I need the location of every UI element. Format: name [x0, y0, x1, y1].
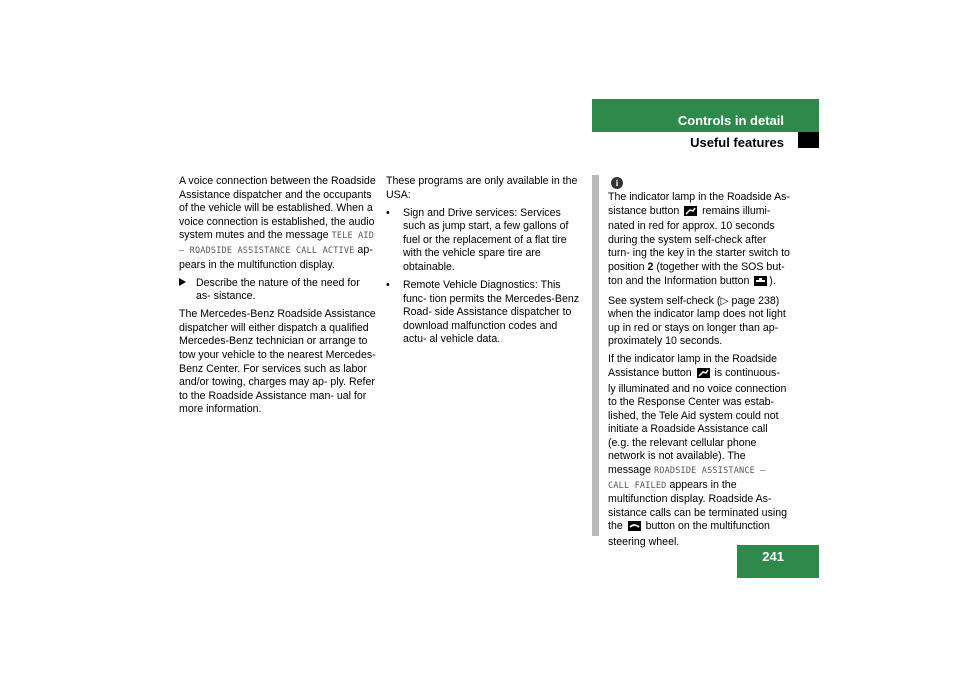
page-number: 241	[762, 549, 784, 564]
instruction-step: Describe the nature of the need for as- sistance.	[179, 277, 377, 304]
list-item: • Sign and Drive services: Services such as jump start, a few gallons of fuel or the replacement of a flat tire with the vehicle spare tire are obtainable.	[386, 206, 569, 273]
page-reference-arrow-icon: ▷	[720, 294, 729, 307]
info-icon: i	[611, 177, 623, 189]
arrow-marker-icon	[179, 277, 187, 292]
note-paragraph-self-check: The indicator lamp in the Roadside As- sistance button remains illumi- nated in red for approx. 10 seconds during the system self-check after turn- ing the key in the starter switch to position 2 (together with the SOS but- ton and the Information button ).	[608, 191, 790, 290]
note-sidebar-bar	[592, 175, 599, 536]
paragraph-voice-connection: A voice connection between the Roadside Assistance dispatcher and the occupants of the vehicle will be established. When a voice connection is established, the audio system mutes and the message TELE AID – ROADSIDE ASSISTANCE CALL ACTIVE ap- pears in the multifunction display.	[179, 175, 376, 271]
paragraph-dispatcher: The Mercedes-Benz Roadside Assistance dispatcher will either dispatch a qualified Mercedes-Benz technician or arrange to tow your vehicle to the nearest Mercedes-Benz Center. For services such as labor and/or towing, charges may ap- ply. Refer to the Roadside Assistance man- ual for more information.	[179, 308, 376, 416]
display-message: ROADSIDE ASSISTANCE – CALL FAILED	[608, 466, 766, 491]
roadside-assistance-button-icon	[697, 368, 710, 383]
note-column	[608, 191, 790, 554]
section-title: Controls in detail	[677, 113, 784, 128]
header-marker	[798, 132, 819, 148]
note-paragraph-see-also: See system self-check (▷ page 238) when the indicator lamp does not light up in red or stays on longer than ap- proximately 10 seconds.	[608, 294, 786, 348]
left-column	[179, 175, 377, 421]
roadside-assistance-button-icon	[684, 206, 697, 221]
note-paragraph-call-failed: If the indicator lamp in the Roadside Assistance button is continuous- ly illuminated and no voice connection to the Response Center was estab- lished, the Tele Aid system could not initiate a Roadside Assistance call (e.g. the relevant cellular phone network is not available). The message ROADSIDE ASSISTANCE – CALL FAILED appears in the multifunction display. Roadside As- sistance calls can be terminated using the button on the multifunction steering wheel.	[608, 353, 788, 549]
middle-column	[386, 175, 582, 351]
end-call-button-icon	[628, 521, 641, 536]
paragraph-programs-intro: These programs are only available in the USA:	[386, 175, 578, 201]
display-message: TELE AID – ROADSIDE ASSISTANCE CALL ACTIVE	[179, 231, 375, 256]
list-item: • Remote Vehicle Diagnostics: This func- tion permits the Mercedes-Benz Road- side Assistance dispatcher to download malfunction codes and actu- al vehicle data.	[386, 278, 580, 346]
information-button-icon	[754, 276, 767, 291]
subsection-title: Useful features	[690, 135, 784, 150]
